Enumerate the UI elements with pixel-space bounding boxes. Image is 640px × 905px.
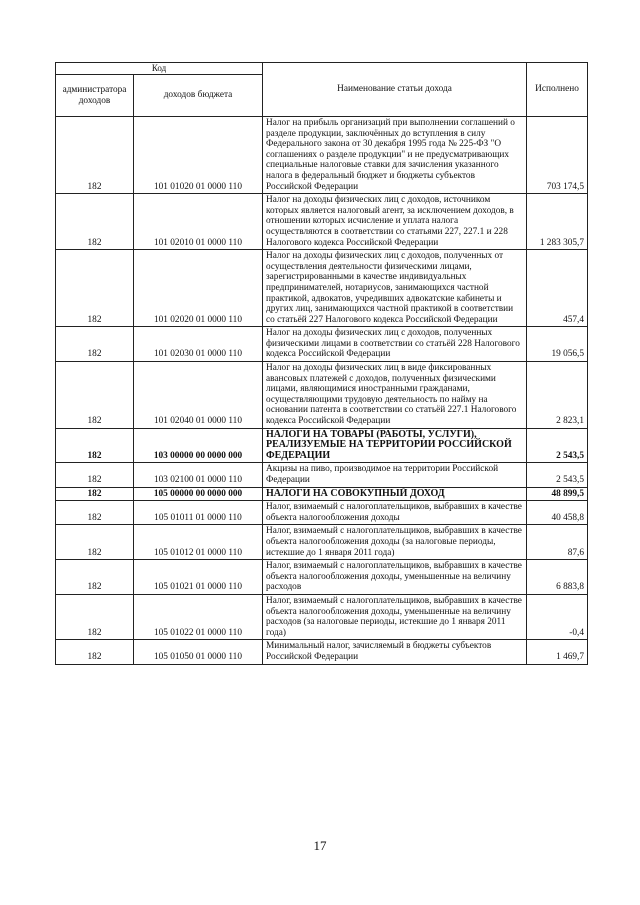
income-name-cell: НАЛОГИ НА СОВОКУПНЫЙ ДОХОД [263, 487, 527, 501]
table-row [56, 594, 588, 639]
executed-value-cell: 703 174,5 [527, 117, 588, 194]
income-name-cell: Налог, взимаемый с налогоплательщиков, выбравших в качестве объекта налогообложения доходы, уменьшенные на величину расходов (за налоговые периоды, истекшие до 1 января 2011 года) [263, 594, 527, 639]
budget-code-cell: 105 00000 00 0000 000 [134, 487, 263, 501]
budget-code-cell: 101 02010 01 0000 110 [134, 194, 263, 250]
executed-value-cell: 2 823,1 [527, 362, 588, 429]
executed-value-cell: 40 458,8 [527, 501, 588, 525]
budget-code-cell: 105 01021 01 0000 110 [134, 560, 263, 595]
header-administrator: администратора доходов [56, 75, 134, 117]
page-number: 17 [313, 838, 327, 853]
admin-code-cell: 182 [56, 463, 134, 487]
executed-value-cell: -0,4 [527, 594, 588, 639]
budget-code-cell: 105 01011 01 0000 110 [134, 501, 263, 525]
admin-code-cell: 182 [56, 525, 134, 560]
table-row [56, 640, 588, 664]
table-row [56, 327, 588, 362]
income-name-cell: Минимальный налог, зачисляемый в бюджеты субъектов Российской Федерации [263, 640, 527, 664]
table-row [56, 194, 588, 250]
admin-code-cell: 182 [56, 117, 134, 194]
table-body [56, 117, 588, 665]
budget-code-cell: 105 01022 01 0000 110 [134, 594, 263, 639]
admin-code-cell: 182 [56, 428, 134, 463]
table-row [56, 428, 588, 463]
income-name-cell: НАЛОГИ НА ТОВАРЫ (РАБОТЫ, УСЛУГИ), РЕАЛИЗУЕМЫЕ НА ТЕРРИТОРИИ РОССИЙСКОЙ ФЕДЕРАЦИИ [263, 428, 527, 463]
table-row [56, 463, 588, 487]
executed-value-cell: 19 056,5 [527, 327, 588, 362]
executed-value-cell: 1 469,7 [527, 640, 588, 664]
header-name: Наименование статьи дохода [263, 63, 527, 117]
budget-code-cell: 103 00000 00 0000 000 [134, 428, 263, 463]
executed-value-cell: 2 543,5 [527, 428, 588, 463]
table-header [56, 63, 588, 117]
header-budget-code: доходов бюджета [134, 75, 263, 117]
admin-code-cell: 182 [56, 560, 134, 595]
table-row [56, 501, 588, 525]
budget-code-cell: 103 02100 01 0000 110 [134, 463, 263, 487]
budget-code-cell: 105 01012 01 0000 110 [134, 525, 263, 560]
admin-code-cell: 182 [56, 501, 134, 525]
table-row [56, 117, 588, 194]
admin-code-cell: 182 [56, 194, 134, 250]
budget-code-cell: 101 01020 01 0000 110 [134, 117, 263, 194]
admin-code-cell: 182 [56, 250, 134, 327]
budget-code-cell: 101 02020 01 0000 110 [134, 250, 263, 327]
income-name-cell: Акцизы на пиво, производимое на территории Российской Федерации [263, 463, 527, 487]
executed-value-cell: 87,6 [527, 525, 588, 560]
table-row [56, 560, 588, 595]
admin-code-cell: 182 [56, 640, 134, 664]
budget-code-cell: 101 02030 01 0000 110 [134, 327, 263, 362]
header-executed: Исполнено [527, 63, 588, 117]
table-row [56, 487, 588, 501]
table-row [56, 250, 588, 327]
executed-value-cell: 1 283 305,7 [527, 194, 588, 250]
income-name-cell: Налог на доходы физических лиц с доходов, источником которых является налоговый агент, за исключением доходов, в отношении которых исчисление и уплата налога осуществляются в соответствии со статьями 227, 227.1 и 228 Налогового кодекса Российской Федерации [263, 194, 527, 250]
executed-value-cell: 457,4 [527, 250, 588, 327]
table-row [56, 525, 588, 560]
budget-table [55, 62, 588, 665]
income-name-cell: Налог на доходы физических лиц в виде фиксированных авансовых платежей с доходов, полученных физическими лицами, являющимися иностранными гражданами, осуществляющими трудовую деятельность по найму на основании патента в соответствии со статьёй 227.1 Налогового кодекса Российской Федерации [263, 362, 527, 429]
admin-code-cell: 182 [56, 327, 134, 362]
income-name-cell: Налог, взимаемый с налогоплательщиков, выбравших в качестве объекта налогообложения доходы (за налоговые периоды, истекшие до 1 января 2011 года) [263, 525, 527, 560]
header-kod: Код [56, 63, 263, 75]
income-name-cell: Налог на доходы физических лиц с доходов, полученных физическими лицами в соответствии со статьёй 228 Налогового кодекса Российской Федерации [263, 327, 527, 362]
table-row [56, 362, 588, 429]
income-name-cell: Налог на доходы физических лиц с доходов, полученных от осуществления деятельности физическими лицами, зарегистрированными в качестве индивидуальных предпринимателей, нотариусов, занимающихся частной практикой, адвокатов, учредивших адвокатские кабинеты и других лиц, занимающихся частной практикой в соответствии со статьёй 227 Налогового кодекса Российской Федерации [263, 250, 527, 327]
income-name-cell: Налог на прибыль организаций при выполнении соглашений о разделе продукции, заключённых до вступления в силу Федерального закона от 30 декабря 1995 года № 225-ФЗ "О соглашениях о разделе продукции" и не предусматривающих специальные налоговые ставки для зачисления указанного налога в федеральный бюджет и бюджеты субъектов Российской Федерации [263, 117, 527, 194]
executed-value-cell: 6 883,8 [527, 560, 588, 595]
executed-value-cell: 48 899,5 [527, 487, 588, 501]
admin-code-cell: 182 [56, 362, 134, 429]
income-name-cell: Налог, взимаемый с налогоплательщиков, выбравших в качестве объекта налогообложения доходы [263, 501, 527, 525]
budget-code-cell: 101 02040 01 0000 110 [134, 362, 263, 429]
admin-code-cell: 182 [56, 594, 134, 639]
income-name-cell: Налог, взимаемый с налогоплательщиков, выбравших в качестве объекта налогообложения доходы, уменьшенные на величину расходов [263, 560, 527, 595]
admin-code-cell: 182 [56, 487, 134, 501]
budget-code-cell: 105 01050 01 0000 110 [134, 640, 263, 664]
executed-value-cell: 2 543,5 [527, 463, 588, 487]
